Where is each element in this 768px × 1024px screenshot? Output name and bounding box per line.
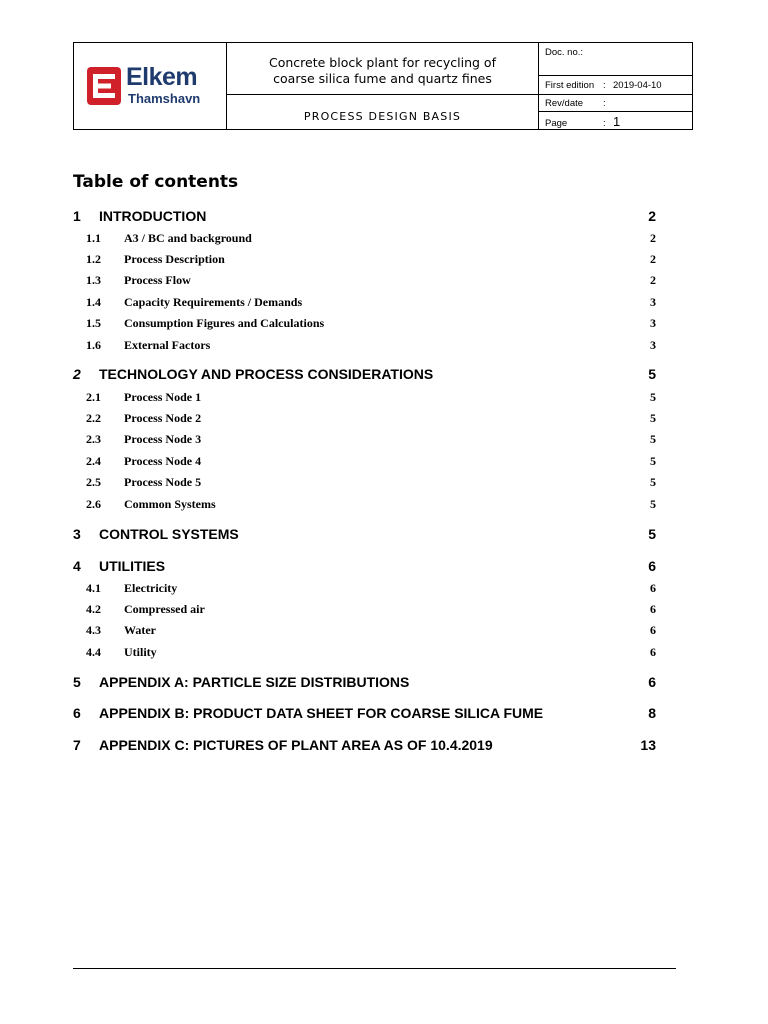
toc-page-number: 3: [650, 295, 656, 309]
toc-number: 1.2: [86, 252, 101, 266]
toc-text: APPENDIX A: PARTICLE SIZE DISTRIBUTIONS: [99, 674, 410, 690]
toc-page-number: 8: [648, 705, 656, 721]
meta-doc-no: [539, 43, 692, 76]
meta-sep: :: [603, 118, 606, 129]
toc-text: Process Description: [124, 252, 225, 266]
toc-text: INTRODUCTION: [99, 208, 207, 224]
toc-text: UTILITIES: [99, 558, 166, 574]
document-subtitle: PROCESS DESIGN BASIS: [227, 95, 539, 129]
toc-text: Consumption Figures and Calculations: [124, 316, 325, 330]
toc-page-number: 13: [640, 737, 656, 753]
toc-text: Electricity: [124, 581, 178, 595]
toc-page-number: 5: [650, 432, 656, 446]
toc-number: 4.1: [86, 581, 101, 595]
meta-page: [539, 112, 692, 129]
toc-number: 2.2: [86, 411, 101, 425]
toc-text: Common Systems: [124, 497, 216, 511]
toc-number: 1.6: [86, 338, 101, 352]
toc-page-number: 6: [650, 623, 656, 637]
meta-label: Rev/date: [545, 98, 584, 109]
toc-number: 5: [73, 674, 81, 690]
toc-number: 7: [73, 737, 81, 753]
meta-value: 2019-04-10: [613, 80, 662, 91]
toc-page-number: 6: [650, 645, 656, 659]
meta-label: Page: [545, 118, 568, 129]
toc-number: 2.1: [86, 390, 101, 404]
meta-sep: :: [603, 98, 606, 109]
title-line-2: coarse silica fume and quartz fines: [273, 71, 492, 86]
toc-text: Process Node 2: [124, 411, 202, 425]
toc-page-number: 2: [648, 208, 656, 224]
toc-number: 4.4: [86, 645, 101, 659]
toc-page-number: 5: [650, 390, 656, 404]
logo-cell: [74, 43, 227, 129]
toc-text: Process Node 3: [124, 432, 202, 446]
elkem-logo: [84, 63, 219, 111]
toc-number: 4.2: [86, 602, 101, 616]
toc-title: Table of contents: [73, 172, 239, 192]
toc-page-number: 5: [648, 366, 656, 382]
toc-text: A3 / BC and background: [124, 231, 252, 245]
toc-number: 1.1: [86, 231, 101, 245]
meta-label: Doc. no.:: [545, 47, 584, 58]
toc-number: 2: [73, 366, 81, 382]
toc-text: Capacity Requirements / Demands: [124, 295, 303, 309]
meta-sep: :: [603, 80, 606, 91]
toc-text: Process Node 1: [124, 390, 202, 404]
toc-text: TECHNOLOGY AND PROCESS CONSIDERATIONS: [99, 366, 434, 382]
toc-page-number: 6: [650, 602, 656, 616]
footer-divider: [73, 968, 676, 969]
toc-number: 6: [73, 705, 81, 721]
toc-text: CONTROL SYSTEMS: [99, 526, 239, 542]
toc-page-number: 6: [648, 558, 656, 574]
toc-text: External Factors: [124, 338, 211, 352]
meta-first-edition: [539, 76, 692, 95]
meta-value: 1: [613, 114, 621, 129]
toc-number: 4: [73, 558, 81, 574]
toc-page-number: 5: [650, 475, 656, 489]
toc-text: Utility: [124, 645, 157, 659]
logo-subtitle: Thamshavn: [128, 91, 201, 106]
toc-page-number: 6: [648, 674, 656, 690]
toc-number: 3: [73, 526, 81, 542]
toc-number: 2.4: [86, 454, 101, 468]
toc-text: Process Flow: [124, 273, 191, 287]
document-title: [227, 43, 539, 95]
toc-number: 1: [73, 208, 81, 224]
toc-number: 2.3: [86, 432, 101, 446]
toc-text: APPENDIX C: PICTURES OF PLANT AREA AS OF 10.4.2019: [99, 737, 493, 753]
logo-brand: Elkem: [126, 63, 198, 91]
toc-number: 2.5: [86, 475, 101, 489]
toc-number: 1.4: [86, 295, 101, 309]
toc-text: Compressed air: [124, 602, 205, 616]
document-header: [73, 42, 693, 130]
toc-number: 2.6: [86, 497, 101, 511]
toc-page-number: 2: [650, 252, 656, 266]
toc-number: 4.3: [86, 623, 101, 637]
toc-page-number: 2: [650, 273, 656, 287]
toc-page-number: 3: [650, 338, 656, 352]
toc-text: Process Node 5: [124, 475, 202, 489]
toc-number: 1.3: [86, 273, 101, 287]
toc-text: APPENDIX B: PRODUCT DATA SHEET FOR COARSE SILICA FUME: [99, 705, 544, 721]
toc-text: Water: [124, 623, 156, 637]
toc-page-number: 3: [650, 316, 656, 330]
elkem-logo-mark-icon: [87, 67, 121, 105]
title-line-1: Concrete block plant for recycling of: [269, 55, 496, 70]
toc-number: 1.5: [86, 316, 101, 330]
meta-rev-date: [539, 95, 692, 112]
toc-page-number: 5: [650, 497, 656, 511]
toc-page-number: 6: [650, 581, 656, 595]
toc-text: Process Node 4: [124, 454, 202, 468]
toc-page-number: 5: [648, 526, 656, 542]
toc-page-number: 5: [650, 454, 656, 468]
meta-label: First edition: [545, 80, 595, 91]
toc-page-number: 5: [650, 411, 656, 425]
toc-page-number: 2: [650, 231, 656, 245]
